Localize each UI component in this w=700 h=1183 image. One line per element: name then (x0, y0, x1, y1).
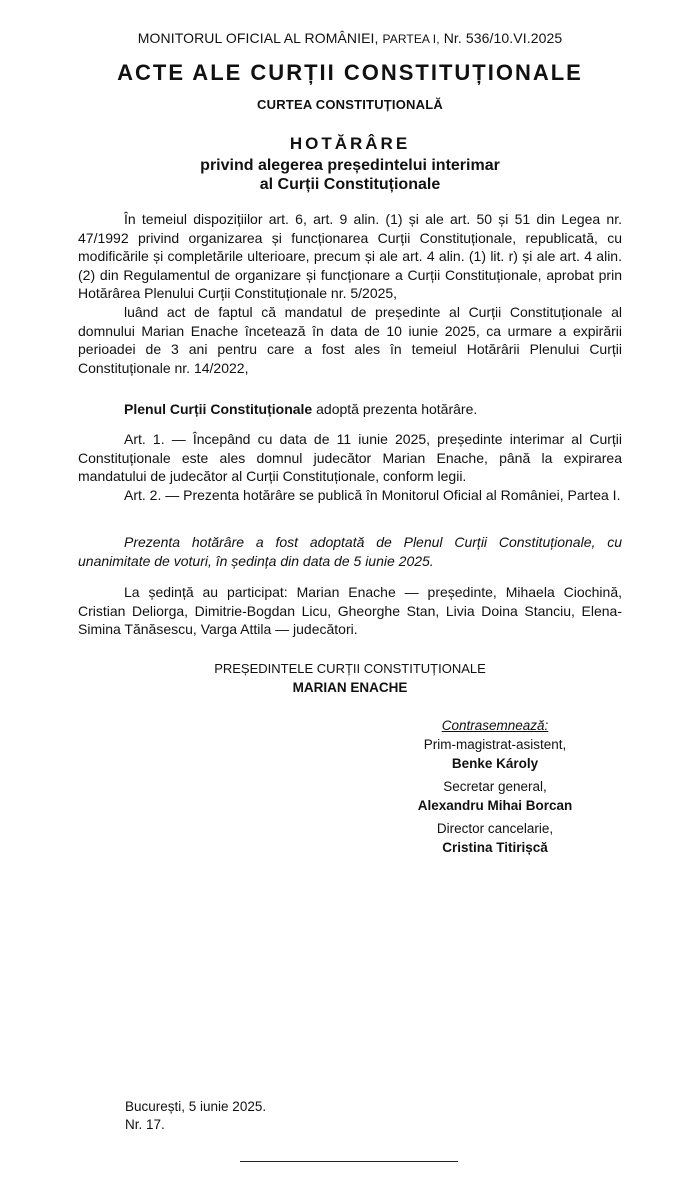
president-signature (0, 659, 700, 697)
signer-role: Secretar general, (443, 779, 547, 794)
plenum-adopts: adoptă prezenta hotărâre. (312, 401, 478, 417)
subject-line-1: privind alegerea președintelui interimar (200, 157, 500, 174)
document-subject (0, 156, 700, 194)
noting-paragraph (78, 303, 622, 377)
publication-number: Nr. 536/10.VI.2025 (443, 30, 563, 46)
publication-part: PARTEA I, (382, 32, 440, 46)
closing-divider (240, 1161, 458, 1162)
subject-line-2: al Curții Constituționale (259, 176, 441, 193)
document-type: HOTĂRÂRE (289, 134, 411, 153)
article-1 (78, 430, 622, 486)
signer-name: Cristina Titirișcă (442, 840, 548, 855)
signer-1 (385, 735, 605, 773)
president-name: MARIAN ENACHE (292, 680, 408, 695)
issue-place-date: București, 5 iunie 2025. (125, 1099, 267, 1114)
signer-role: Director cancelarie, (436, 821, 554, 836)
president-title: PREȘEDINTELE CURȚII CONSTITUȚIONALE (214, 661, 486, 676)
gazette-header (0, 30, 700, 46)
countersign-block (385, 716, 605, 857)
noting-text: luând act de faptul că mandatul de președinte al Curții Constituționale al domnului Marian Enache încetează în data de 10 iunie 2025, ca urmare a expirării perioadei de 3 ani pentru care a fost ales în temeiul Hotărârii Plenului Curții Constituționale nr. 14/2022, (78, 304, 622, 376)
adoption-paragraph (78, 533, 622, 570)
adoption-text: Prezenta hotărâre a fost adoptată de Plenul Curții Constituționale, cu unanimitate de voturi, în ședința din data de 5 iunie 2025. (78, 534, 622, 569)
signer-name: Alexandru Mihai Borcan (417, 798, 573, 813)
article-2-text: Art. 2. — Prezenta hotărâre se publică în Monitorul Oficial al României, Partea I. (124, 487, 621, 503)
legal-basis-text: În temeiul dispozițiilor art. 6, art. 9 alin. (1) și ale art. 50 și 51 din Legea nr. 47/1992 privind organizarea și funcționarea Curții Constituționale, republicată, cu modificările și completările ulterioare, precum și ale art. 4 alin. (1) lit. r) și ale art. 4 alin. (2) din Regulamentul de organizare și funcționare a Curții Constituționale, aprobat prin Hotărârea Plenului Curții Constituționale nr. 5/2025, (78, 211, 622, 302)
decision-number: Nr. 17. (125, 1117, 165, 1132)
signer-role: Prim-magistrat-asistent, (423, 737, 567, 752)
signer-name: Benke Károly (451, 756, 539, 771)
signer-3 (385, 819, 605, 857)
participants-paragraph (78, 583, 622, 639)
section-title: ACTE ALE CURȚII CONSTITUȚIONALE (117, 60, 583, 85)
countersign-label: Contrasemnează: (441, 718, 549, 733)
signer-2 (385, 777, 605, 815)
legal-basis-paragraph (78, 210, 622, 303)
participants-text: La ședință au participat: Marian Enache — președinte, Mihaela Ciochină, Cristian Deliorga, Dimitrie-Bogdan Licu, Gheorghe Stan, Livia Doina Stanciu, Elena-Simina Tănăsescu, Varga Attila — judecători. (78, 584, 622, 638)
publication-name: MONITORUL OFICIAL AL ROMÂNIEI, (137, 30, 379, 46)
court-name: CURTEA CONSTITUȚIONALĂ (257, 97, 443, 112)
article-2 (78, 486, 622, 505)
place-and-date (125, 1098, 266, 1134)
plenum-paragraph (78, 400, 622, 419)
article-1-text: Art. 1. — Începând cu data de 11 iunie 2025, președinte interimar al Curții Constituționale este ales domnul judecător Marian Enache, până la expirarea mandatului de judecător al Curții Constituționale, conform legii. (78, 431, 622, 485)
plenum-name: Plenul Curții Constituționale (124, 401, 313, 417)
